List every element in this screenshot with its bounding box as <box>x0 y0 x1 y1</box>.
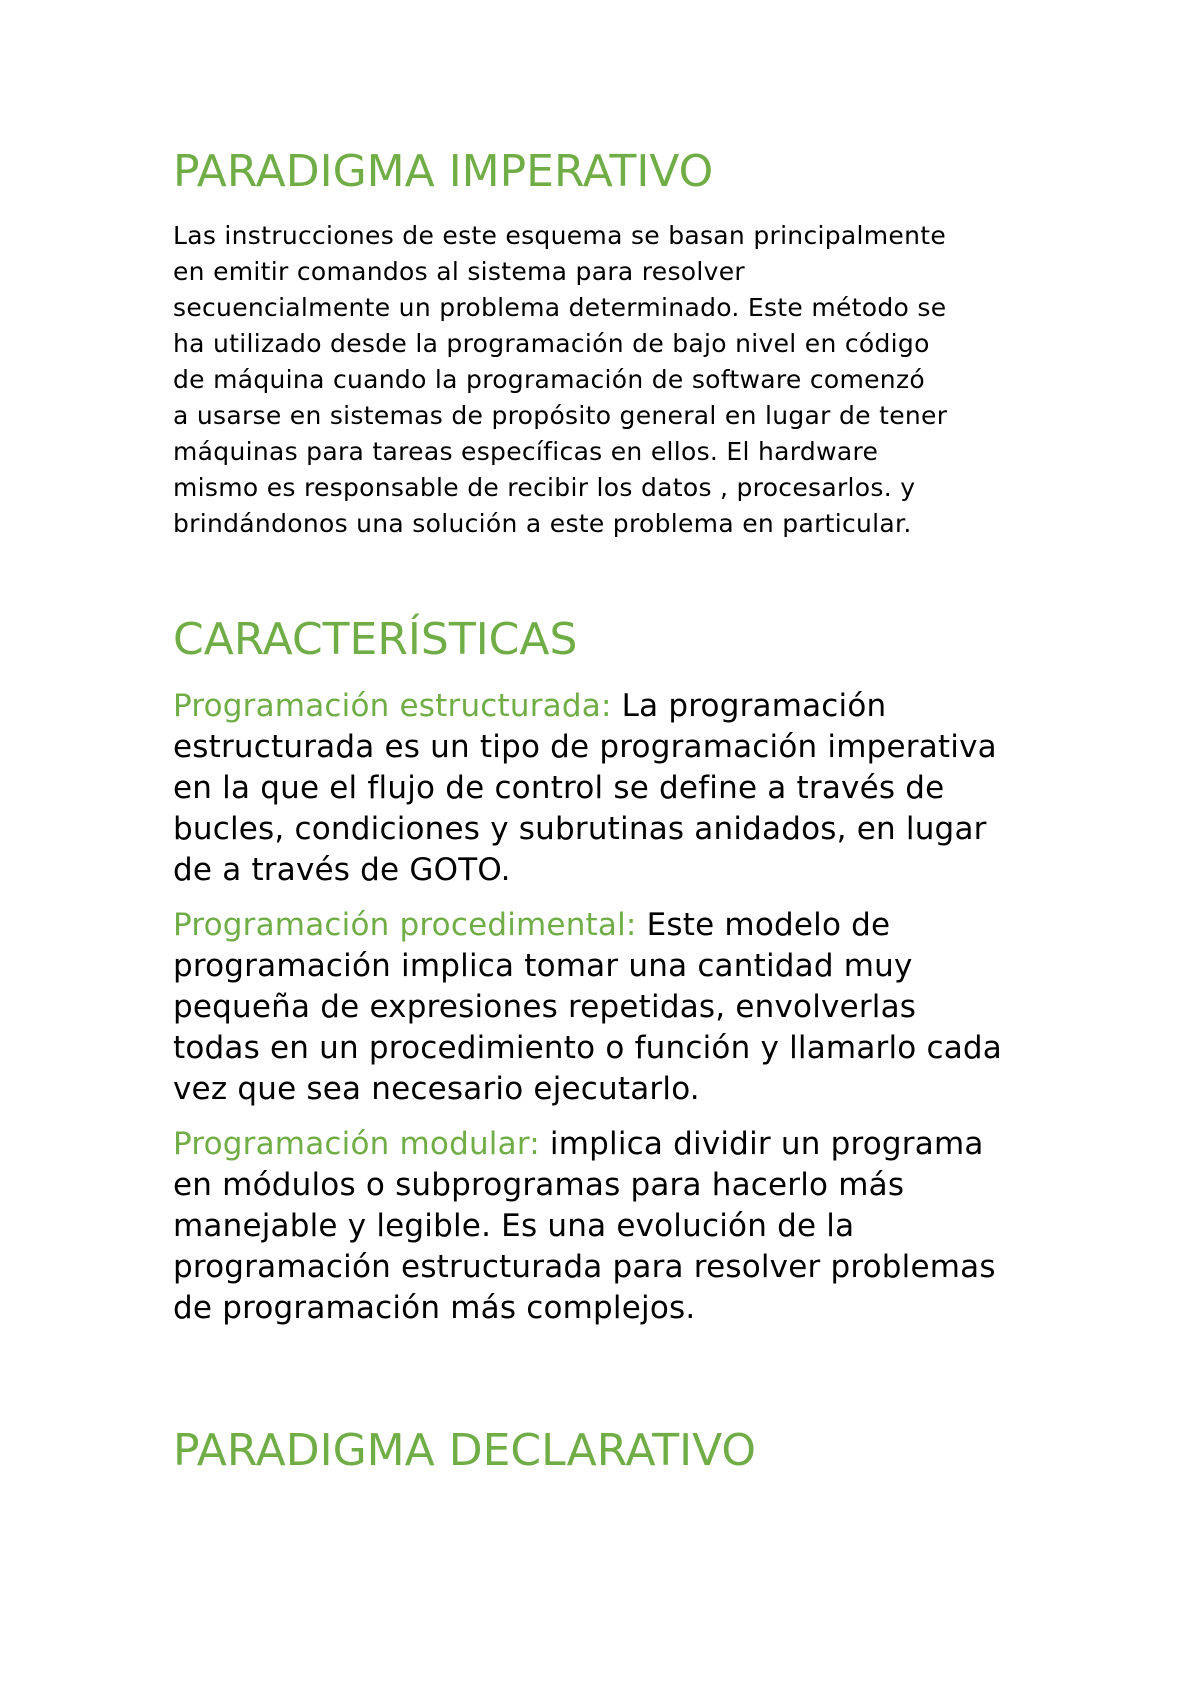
imperative-paragraph: Las instrucciones de este esquema se basan principalmente en emitir comandos al sistema para resolver secuencialmente un problema determinado. Este método se ha utilizado desde la programación de bajo nivel en código de máquina cuando la programación de software comenzó a usarse en sistemas de propósito general en lugar de tener máquinas para tareas específicas en ellos. El hardware mismo es responsable de recibir los datos , procesarlos. y brindándonos una solución a este problema en particular. <box>173 221 948 538</box>
feature-term: Programación estructurada: <box>173 688 612 724</box>
feature-term: Programación modular: <box>173 1126 540 1162</box>
heading-paradigma-declarativo: PARADIGMA DECLARATIVO <box>173 1425 757 1476</box>
feature-description: La programación estructurada es un tipo de programación imperativa en la que el flujo de control se define a través de bucles, condiciones y subrutinas anidados, en lugar de a través de GOTO. <box>173 688 997 888</box>
heading-paradigma-imperativo: PARADIGMA IMPERATIVO <box>173 146 714 197</box>
feature-description: Este modelo de programación implica tomar una cantidad muy pequeña de expresiones repetidas, envolverlas todas en un procedimiento o función y llamarlo cada vez que sea necesario ejecutarlo. <box>173 907 1003 1107</box>
feature-term: Programación procedimental: <box>173 907 637 943</box>
feature-structured-programming <box>173 686 1053 891</box>
feature-modular-programming <box>173 1124 1053 1329</box>
feature-procedural-programming <box>173 905 1053 1110</box>
feature-description: implica dividir un programa en módulos o subprogramas para hacerlo más manejable y legible. Es una evolución de la programación estructurada para resolver problemas de programación más complejos. <box>173 1126 996 1326</box>
heading-caracteristicas: CARACTERÍSTICAS <box>173 614 578 665</box>
